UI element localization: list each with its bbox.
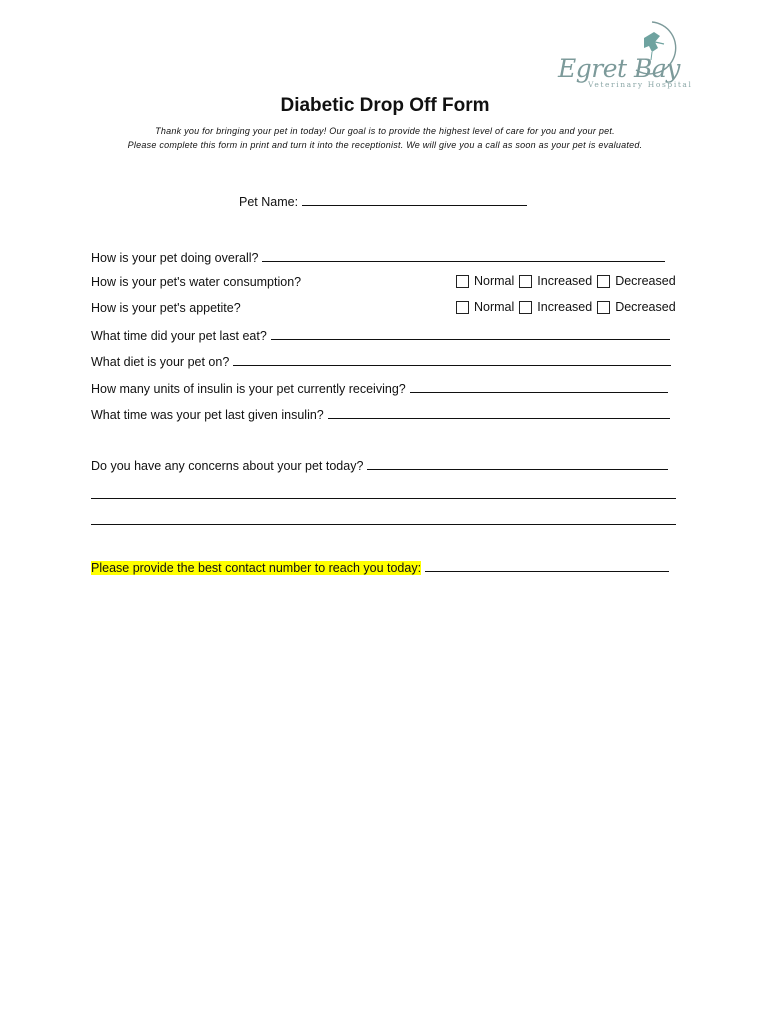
insulin-units-row <box>91 380 668 396</box>
water-decreased-checkbox[interactable] <box>597 275 610 288</box>
intro-line-1: Thank you for bringing your pet in today! Our goal is to provide the highest level of care for you and your pet. <box>155 126 615 136</box>
concerns-question: Do you have any concerns about your pet today? <box>91 459 364 473</box>
logo-subtitle: Veterinary Hospital <box>588 80 693 89</box>
intro-line-2: Please complete this form in print and turn it into the receptionist. We will give you a call as soon as your pet is evaluated. <box>127 140 643 150</box>
insulin-time-answer-field[interactable] <box>328 406 670 419</box>
water-question: How is your pet's water consumption? <box>91 275 302 289</box>
concerns-answer-field[interactable] <box>367 457 668 470</box>
appetite-normal-checkbox[interactable] <box>456 301 469 314</box>
logo-wordmark: Egret Bay <box>558 54 680 83</box>
diet-answer-field[interactable] <box>233 353 671 366</box>
last-eat-question: What time did your pet last eat? <box>91 329 267 343</box>
diet-question: What diet is your pet on? <box>91 355 230 369</box>
appetite-increased-label: Increased <box>537 300 593 314</box>
appetite-increased-checkbox[interactable] <box>519 301 532 314</box>
overall-question: How is your pet doing overall? <box>91 251 259 265</box>
contact-row <box>91 559 669 575</box>
water-decreased-label: Decreased <box>615 274 676 288</box>
insulin-units-question: How many units of insulin is your pet currently receiving? <box>91 382 406 396</box>
contact-question: Please provide the best contact number to reach you today: <box>91 561 422 575</box>
appetite-options <box>456 300 681 314</box>
appetite-decreased-label: Decreased <box>615 300 676 314</box>
water-increased-checkbox[interactable] <box>519 275 532 288</box>
concerns-row <box>91 457 668 473</box>
contact-number-field[interactable] <box>425 559 669 572</box>
egret-bay-logo <box>556 18 693 96</box>
last-eat-row <box>91 327 670 343</box>
water-options <box>456 274 681 288</box>
water-normal-checkbox[interactable] <box>456 275 469 288</box>
insulin-units-answer-field[interactable] <box>410 380 668 393</box>
water-increased-label: Increased <box>537 274 593 288</box>
appetite-question: How is your pet's appetite? <box>91 301 241 315</box>
concerns-answer-line-3[interactable] <box>91 524 676 525</box>
last-eat-answer-field[interactable] <box>271 327 670 340</box>
pet-name-field[interactable] <box>302 193 527 206</box>
appetite-normal-label: Normal <box>474 300 515 314</box>
pet-name-row <box>239 193 527 209</box>
water-normal-label: Normal <box>474 274 515 288</box>
form-title: Diabetic Drop Off Form <box>280 95 490 116</box>
insulin-time-question: What time was your pet last given insulin? <box>91 408 324 422</box>
overall-answer-field[interactable] <box>262 249 665 262</box>
pet-name-label: Pet Name: <box>239 195 299 209</box>
insulin-time-row <box>91 406 670 422</box>
appetite-decreased-checkbox[interactable] <box>597 301 610 314</box>
diet-row <box>91 353 671 369</box>
overall-row <box>91 249 665 265</box>
concerns-answer-line-2[interactable] <box>91 498 676 499</box>
